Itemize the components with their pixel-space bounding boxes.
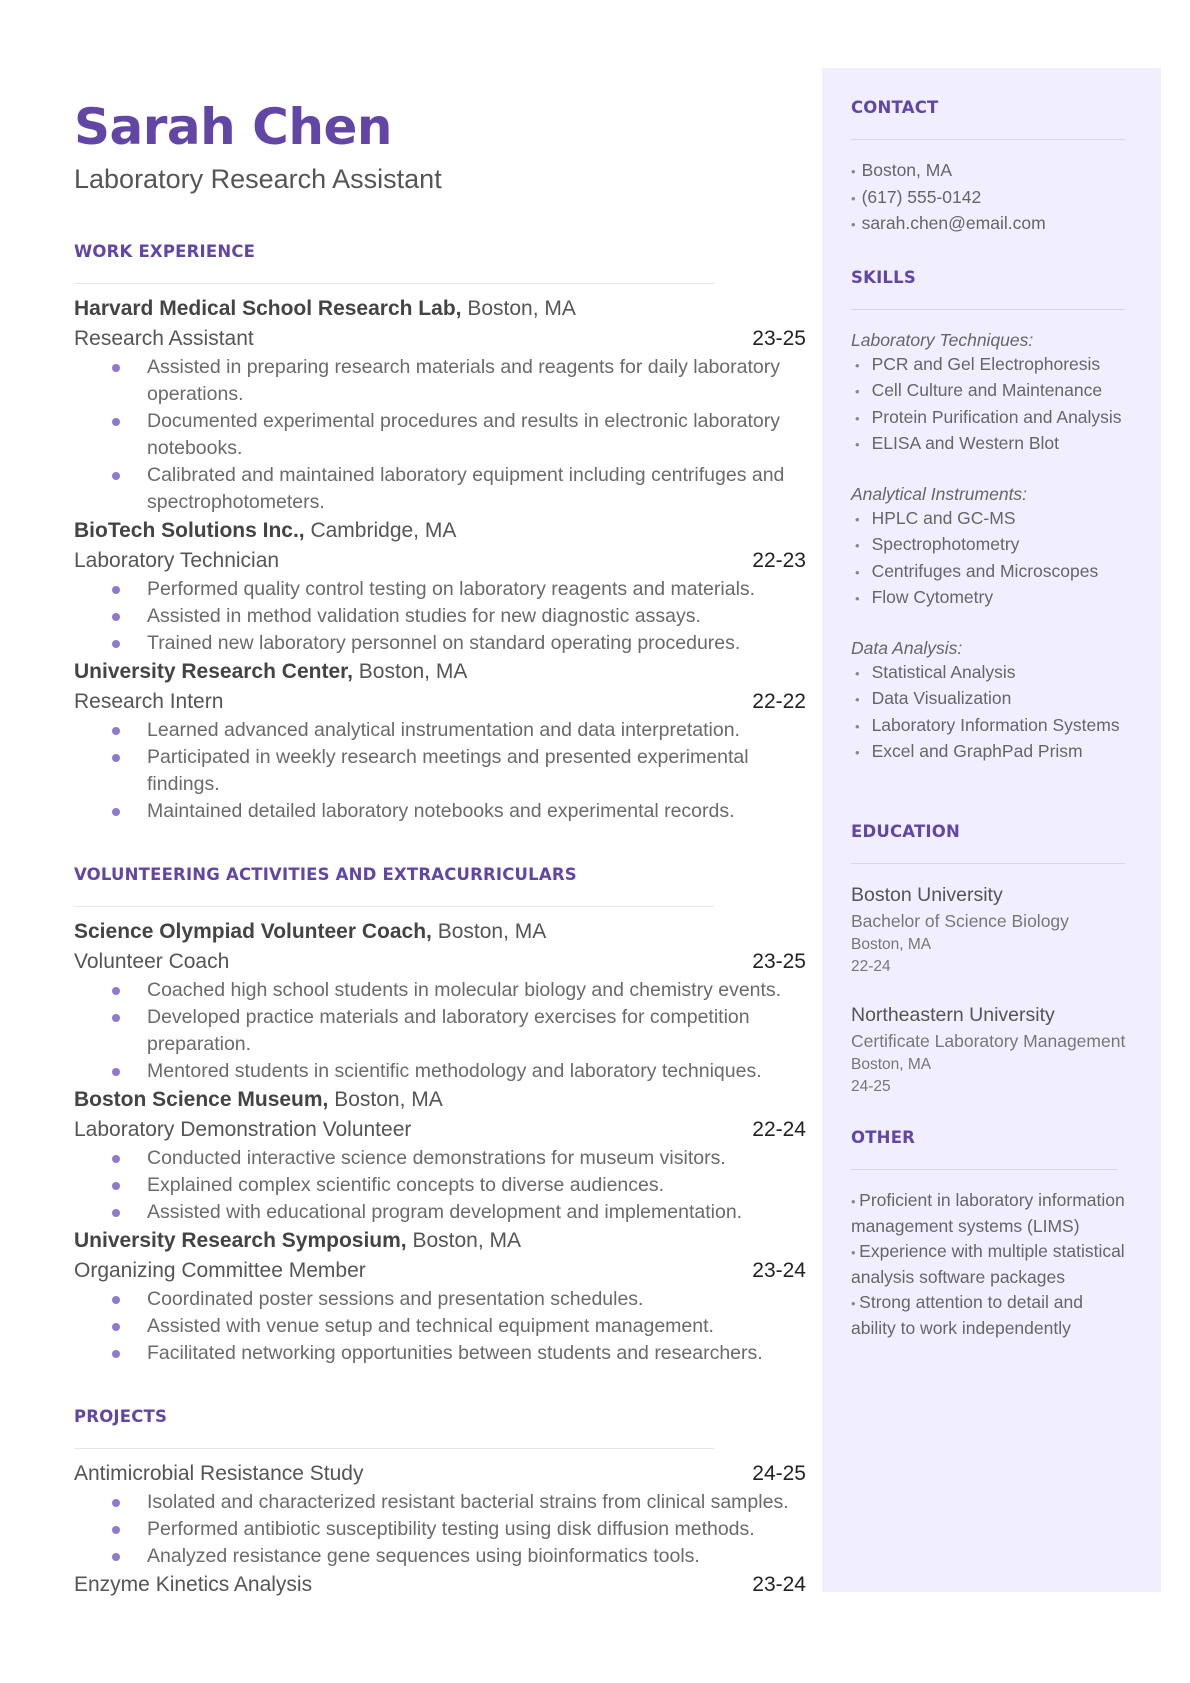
- bullet-item: Facilitated networking opportunities between students and researchers.: [74, 1340, 806, 1367]
- work-entry: [74, 294, 806, 516]
- edu-dates: 22-24: [851, 957, 891, 975]
- divider: [74, 906, 714, 907]
- entry-dates: 22-24: [752, 1118, 806, 1141]
- project-dates: 24-25: [752, 1462, 806, 1485]
- skill-item: • Cell Culture and Maintenance: [851, 378, 1132, 405]
- bullet-item: Maintained detailed laboratory notebooks and experimental records.: [74, 798, 806, 825]
- bullet-item: Learned advanced analytical instrumentation and data interpretation.: [74, 717, 806, 744]
- contact-list: [851, 158, 1132, 238]
- entry-dates: 22-23: [752, 549, 806, 572]
- bullet-item: Coached high school students in molecular biology and chemistry events.: [74, 977, 806, 1004]
- divider: [74, 283, 714, 284]
- project-dates: 23-24: [752, 1573, 806, 1596]
- divider: [851, 309, 1125, 310]
- contact-location: • Boston, MA: [851, 158, 1132, 185]
- section-heading-projects: PROJECTS: [74, 1407, 168, 1426]
- skill-list: [851, 352, 1132, 458]
- bullet-item: Developed practice materials and laboratory exercises for competition preparation.: [74, 1004, 806, 1058]
- skill-category: Laboratory Techniques:: [851, 329, 1034, 350]
- edu-school: Boston University: [851, 883, 1003, 906]
- bullet-item: Calibrated and maintained laboratory equipment including centrifuges and spectrophotometers.: [74, 462, 806, 516]
- bullet-item: Isolated and characterized resistant bacterial strains from clinical samples.: [74, 1489, 806, 1516]
- bullet-item: Conducted interactive science demonstrations for museum visitors.: [74, 1145, 806, 1172]
- skill-item: • ELISA and Western Blot: [851, 431, 1132, 458]
- bullet-item: Assisted with educational program development and implementation.: [74, 1199, 806, 1226]
- entry-role-row: [74, 324, 806, 354]
- entry-role: Laboratory Technician: [74, 549, 280, 572]
- entry-org: BioTech Solutions Inc., Cambridge, MA: [74, 519, 457, 542]
- skill-item: • PCR and Gel Electrophoresis: [851, 352, 1132, 379]
- entry-dates: 23-24: [752, 1259, 806, 1282]
- skill-item: • Statistical Analysis: [851, 660, 1132, 687]
- project-entry: [74, 1459, 806, 1570]
- bullet-item: Coordinated poster sessions and presentation schedules.: [74, 1286, 806, 1313]
- bullet-item: Performed antibiotic susceptibility testing using disk diffusion methods.: [74, 1516, 806, 1543]
- entry-org: Harvard Medical School Research Lab, Boston, MA: [74, 297, 576, 320]
- sidebar: [822, 68, 1161, 1592]
- project-row: [74, 1459, 806, 1489]
- other-item: • Proficient in laboratory information management systems (LIMS): [851, 1188, 1132, 1239]
- project-name: Enzyme Kinetics Analysis: [74, 1573, 313, 1596]
- entry-dates: 22-22: [752, 690, 806, 713]
- bullet-item: Assisted with venue setup and technical equipment management.: [74, 1313, 806, 1340]
- entry-bullets: [74, 576, 806, 657]
- project-name: Antimicrobial Resistance Study: [74, 1462, 364, 1485]
- bullet-item: Mentored students in scientific methodology and laboratory techniques.: [74, 1058, 806, 1085]
- other-item: • Experience with multiple statistical analysis software packages: [851, 1239, 1132, 1290]
- entry-bullets: [74, 1286, 806, 1367]
- section-heading-contact: CONTACT: [851, 98, 939, 117]
- project-bullets: [74, 1489, 806, 1570]
- education-entry: [851, 882, 1132, 978]
- entry-role-row: [74, 687, 806, 717]
- skill-item: • Flow Cytometry: [851, 585, 1132, 612]
- skill-item: • Excel and GraphPad Prism: [851, 739, 1132, 766]
- skill-item: • Data Visualization: [851, 686, 1132, 713]
- edu-location: Boston, MA: [851, 935, 932, 953]
- entry-dates: 23-25: [752, 950, 806, 973]
- section-heading-education: EDUCATION: [851, 821, 960, 841]
- skill-item: • Laboratory Information Systems: [851, 713, 1132, 740]
- section-heading-work: WORK EXPERIENCE: [74, 242, 256, 261]
- education-entry: [851, 1002, 1132, 1098]
- other-item: • Strong attention to detail and ability to work independently: [851, 1290, 1132, 1341]
- skill-category: Analytical Instruments:: [851, 483, 1028, 504]
- entry-role-row: [74, 546, 806, 576]
- bullet-item: Performed quality control testing on laboratory reagents and materials.: [74, 576, 806, 603]
- contact-email: • sarah.chen@email.com: [851, 211, 1132, 238]
- skill-list: [851, 660, 1132, 766]
- volunteer-entry: [74, 917, 806, 1085]
- entry-bullets: [74, 1145, 806, 1226]
- work-entry: [74, 516, 806, 657]
- entry-bullets: [74, 354, 806, 516]
- section-heading-other: OTHER: [851, 1127, 916, 1147]
- entry-org: University Research Symposium, Boston, MA: [74, 1229, 522, 1252]
- main-column: [74, 96, 806, 1600]
- skill-item: • HPLC and GC-MS: [851, 506, 1132, 533]
- contact-phone: • (617) 555-0142: [851, 185, 1132, 212]
- candidate-title: Laboratory Research Assistant: [74, 164, 442, 194]
- bullet-item: Assisted in method validation studies for new diagnostic assays.: [74, 603, 806, 630]
- edu-degree: Certificate Laboratory Management: [851, 1030, 1126, 1051]
- skill-item: • Protein Purification and Analysis: [851, 405, 1132, 432]
- section-heading-volunteering: VOLUNTEERING ACTIVITIES AND EXTRACURRICULARS: [74, 865, 577, 884]
- edu-location: Boston, MA: [851, 1055, 932, 1073]
- entry-org: Science Olympiad Volunteer Coach, Boston, MA: [74, 920, 547, 943]
- entry-role: Volunteer Coach: [74, 950, 230, 973]
- project-entry: [74, 1570, 806, 1600]
- entry-bullets: [74, 717, 806, 825]
- entry-org: University Research Center, Boston, MA: [74, 660, 468, 683]
- skill-item: • Centrifuges and Microscopes: [851, 559, 1132, 586]
- bullet-item: Participated in weekly research meetings and presented experimental findings.: [74, 744, 806, 798]
- skill-list: [851, 506, 1132, 612]
- entry-role: Research Assistant: [74, 327, 254, 350]
- candidate-name: Sarah Chen: [74, 98, 392, 156]
- project-row: [74, 1570, 806, 1600]
- bullet-item: Documented experimental procedures and results in electronic laboratory notebooks.: [74, 408, 806, 462]
- section-heading-skills: SKILLS: [851, 267, 916, 287]
- bullet-item: Assisted in preparing research materials and reagents for daily laboratory operations.: [74, 354, 806, 408]
- skill-category: Data Analysis:: [851, 637, 963, 658]
- entry-dates: 23-25: [752, 327, 806, 350]
- volunteer-entry: [74, 1226, 806, 1367]
- entry-role: Research Intern: [74, 690, 224, 713]
- entry-role-row: [74, 947, 806, 977]
- edu-dates: 24-25: [851, 1077, 891, 1095]
- entry-role: Laboratory Demonstration Volunteer: [74, 1118, 412, 1141]
- divider: [851, 1169, 1117, 1170]
- edu-school: Northeastern University: [851, 1003, 1055, 1026]
- work-entry: [74, 657, 806, 825]
- entry-org: Boston Science Museum, Boston, MA: [74, 1088, 443, 1111]
- entry-role: Organizing Committee Member: [74, 1259, 366, 1282]
- divider: [851, 139, 1125, 140]
- edu-degree: Bachelor of Science Biology: [851, 910, 1069, 931]
- entry-bullets: [74, 977, 806, 1085]
- skill-item: • Spectrophotometry: [851, 532, 1132, 559]
- bullet-item: Analyzed resistance gene sequences using bioinformatics tools.: [74, 1543, 806, 1570]
- divider: [851, 863, 1125, 864]
- volunteer-entry: [74, 1085, 806, 1226]
- bullet-item: Trained new laboratory personnel on standard operating procedures.: [74, 630, 806, 657]
- entry-role-row: [74, 1256, 806, 1286]
- bullet-item: Explained complex scientific concepts to diverse audiences.: [74, 1172, 806, 1199]
- entry-role-row: [74, 1115, 806, 1145]
- divider: [74, 1448, 714, 1449]
